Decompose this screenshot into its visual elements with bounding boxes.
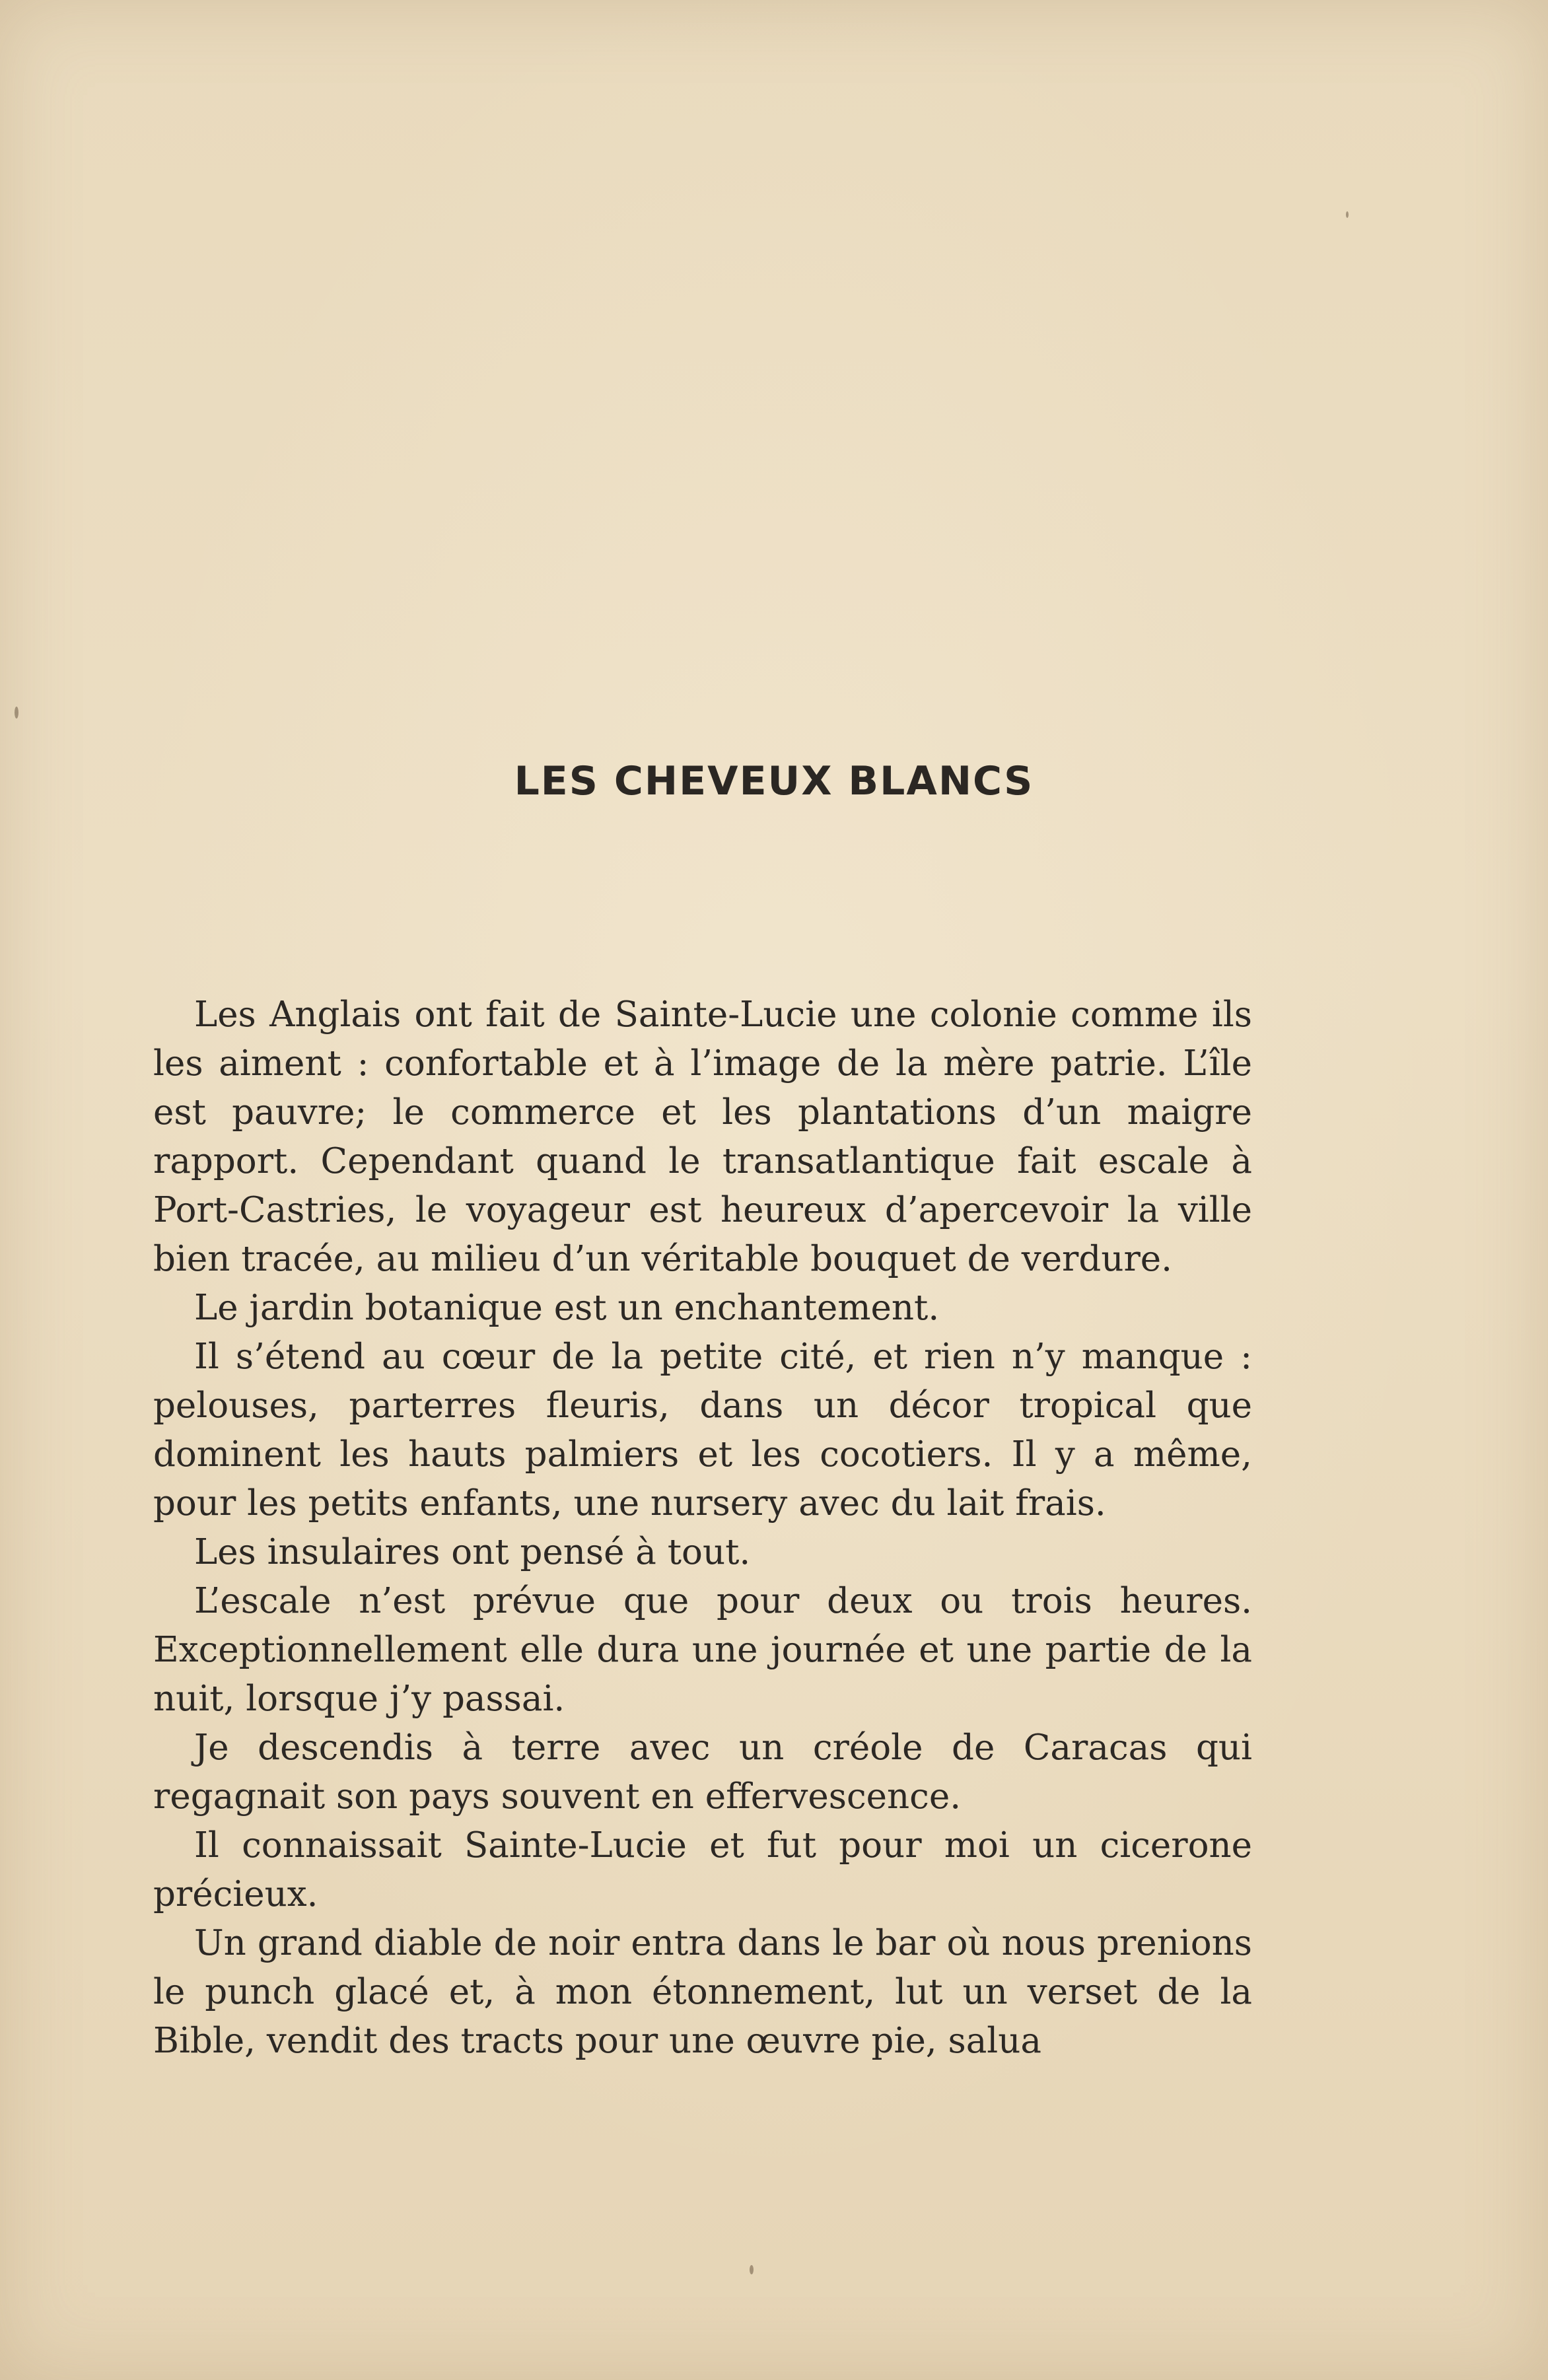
paragraph: Un grand diable de noir entra dans le bar où nous prenions le punch glacé et, à mon étonnement, lut un verset de la Bible, vendit des tracts pour une œuvre pie, salua xyxy=(153,1923,1252,2061)
paper-speck xyxy=(1346,211,1349,218)
paragraph: Les Anglais ont fait de Sainte-Lucie une colonie comme ils les aiment : confortable et à l’image de la mère patrie. L’île est pauvre; le commerce et les plantations d’un maigre rapport. Cependant quand le transatlantique fait escale à Port-Castries, le voyageur est heureux d’apercevoir la ville bien tracée, au milieu d’un véritable bouquet de verdure. xyxy=(153,995,1252,1279)
paragraph: L’escale n’est prévue que pour deux ou trois heures. Exceptionnellement elle dura une journée et une partie de la nuit, lorsque j’y passai. xyxy=(153,1581,1252,1719)
paper-speck xyxy=(15,707,18,718)
paragraph: Il s’étend au cœur de la petite cité, et rien n’y manque : pelouses, parterres fleuris, dans un décor tropical que dominent les hauts palmiers et les cocotiers. Il y a même, pour les petits enfants, une nursery avec du lait frais. xyxy=(153,1337,1252,1523)
paragraph: Je descendis à terre avec un créole de Caracas qui regagnait son pays souvent en effervescence. xyxy=(153,1728,1252,1817)
paper-speck xyxy=(750,2265,754,2274)
chapter-title: LES CHEVEUX BLANCS xyxy=(514,758,1034,804)
paragraph: Le jardin botanique est un enchantement. xyxy=(194,1288,940,1328)
paragraph: Les insulaires ont pensé à tout. xyxy=(194,1532,751,1572)
paragraph: Il connaissait Sainte-Lucie et fut pour moi un cicerone précieux. xyxy=(153,1825,1252,1914)
chapter-body xyxy=(153,991,1252,2066)
